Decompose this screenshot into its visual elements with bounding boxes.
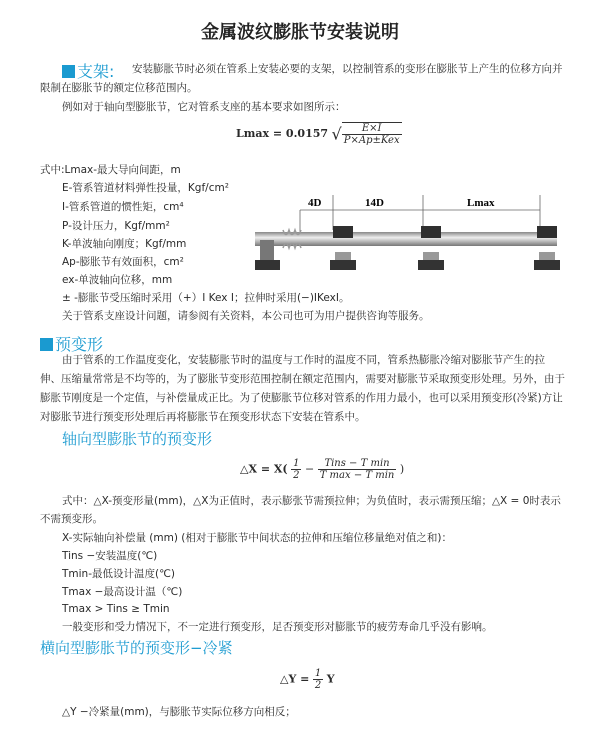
def-plusminus: ± -膨胀节受压缩时采用（+）I Kex I；拉伸时采用(−)IKexI。 (62, 292, 350, 304)
support-intro-line1: 安装膨胀节时必须在管系上安装必要的支架，以控制管系的变形在膨胀节上产生的位移方向并 (132, 63, 563, 75)
dim-label-14d: 14D (365, 197, 384, 209)
support-intro-line2: 限制在膨胀节的额定位移范围内。 (40, 82, 198, 94)
heading-text: 预变形 (55, 335, 104, 354)
def-lmax: 式中:Lmax-最大导向间距，m (40, 164, 181, 176)
def-ap: Ap-膨胀节有效面积，cm² (62, 256, 184, 268)
page-title: 金属波纹膨胀节安装说明 (201, 22, 399, 43)
half-den: 2 (293, 470, 300, 481)
formula-rhs: Y (326, 672, 335, 686)
half-num: 1 (314, 668, 322, 679)
def-tmin: Tmin-最低设计温度(℃) (62, 568, 175, 580)
formula-denominator: T max − T min (319, 470, 395, 481)
def-k: K-单波轴向刚度；Kgf/mm (62, 238, 187, 250)
formula-numerator: E×I (342, 123, 402, 135)
axial-formula (240, 458, 404, 481)
axial-heading: 轴向型膨胀节的预变形 (62, 430, 213, 448)
def-tins: Tins −安装温度(℃) (62, 550, 158, 562)
def-p: P-设计压力，Kgf/mm² (62, 220, 170, 232)
dim-label-4d: 4D (308, 197, 322, 209)
def-tmax: Tmax −最高设计温（℃) (62, 586, 183, 598)
axial-note: 一般变形和受力情况下，不一定进行预变形，足否预变形对膨胀节的疲劳寿命几乎没有影响。 (62, 621, 493, 633)
formula-numerator: Tins − T min (318, 458, 397, 470)
minus: − (304, 462, 315, 476)
half-num: 1 (293, 458, 300, 469)
close-paren: ) (399, 462, 405, 476)
def-i: I-管系管道的惯性矩，cm⁴ (62, 201, 184, 213)
guide-support (534, 226, 560, 270)
pipe (255, 232, 557, 246)
def-ex: ex-单波轴向位移，mm (62, 274, 173, 286)
lateral-formula (280, 668, 335, 691)
def-e: E-管系管道材料弹性投量，Kgf/cm² (62, 182, 229, 194)
lateral-heading: 横向型膨胀节的预变形−冷紧 (40, 639, 233, 657)
guide-support (330, 226, 356, 270)
def-x: X-实际轴向补偿量 (mm) (相对于膨胀节中间状态的拉伸和压缩位移量绝对值之和)： (62, 532, 452, 544)
formula-lhs: △X = X( (240, 462, 288, 476)
guide-support (418, 226, 444, 270)
heading-text: 支架: (77, 62, 115, 81)
temp-relation: Tmax > Tins ≥ Tmin (62, 603, 170, 615)
def-delta-y: △Y −冷紧量(mm)，与膨胀节实际位移方向相反； (62, 706, 296, 718)
square-bullet-icon (62, 65, 75, 78)
lmax-formula: Lmax = 0.0157 √ $\frac{E\times I}{\text{P×Ap±Kex}}$ (236, 123, 400, 146)
half-den: 2 (314, 680, 322, 691)
predeform-paragraph: 由于管系的工作温度变化，安装膨胀节时的温度与工作时的温度不同，管系热膨胀冷缩对膨胀节产生的拉伸、压缩量常常是不均等的，为了膨胀节变形范围控制在额定范围内，需要对膨胀节采取预变形处理。另外，由于膨胀节刚度是一个定值，与补偿量成正比。为了使膨胀节位移对管系的作用力最小，也可以采用预变形(冷紧)方让对膨胀节进行预变形处理后再将膨胀节在预变形状态下安装在管系中。 (40, 354, 565, 423)
formula-lhs: Lmax = 0.0157 (236, 127, 329, 140)
dim-label-lmax: Lmax (467, 197, 495, 209)
support-diagram (215, 190, 565, 280)
formula-lhs: △Y = (280, 672, 310, 686)
axial-explain: 式中：△X-预变形量(mm)，△X为正值时，表示膨张节需预拉伸；为负值时，表示需预压缩；△X = 0时表示不需预变形。 (40, 495, 561, 525)
support-note: 关于管系支座设计问题，请参阅有关资料，本公司也可为用户提供咨询等服务。 (62, 310, 430, 322)
square-bullet-icon (40, 338, 53, 351)
formula-denominator: P×Ap±Kex (343, 135, 400, 146)
support-example: 例如对于轴向型膨胀节，它对管系支座的基本要求如图所示： (62, 101, 346, 113)
